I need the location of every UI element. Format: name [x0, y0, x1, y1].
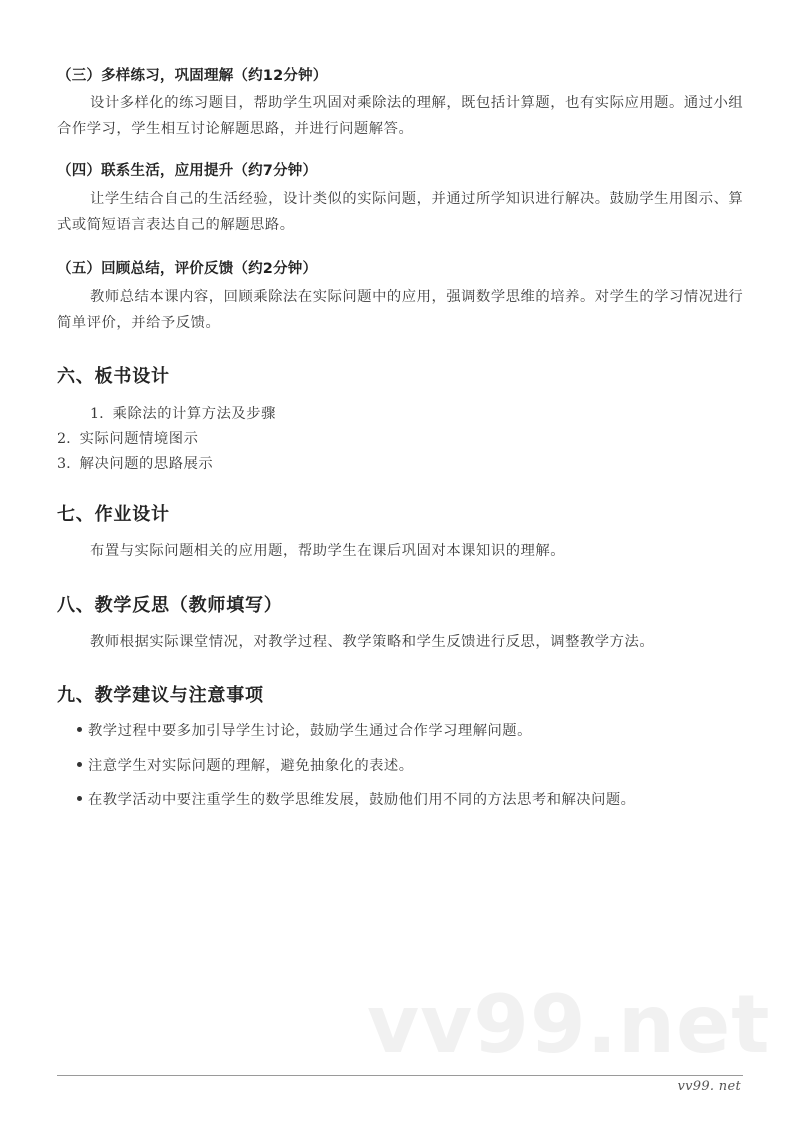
- bullet-icon: [77, 762, 82, 767]
- bullet-icon: [77, 796, 82, 801]
- step-4-body: 让学生结合自己的生活经验，设计类似的实际问题，并通过所学知识进行解决。鼓励学生用图示、算式或简短语言表达自己的解题思路。: [57, 191, 744, 233]
- watermark: vv99.net: [367, 978, 771, 1071]
- bullet-text: 在教学活动中要注重学生的数学思维发展，鼓励他们用不同的方法思考和解决问题。: [88, 792, 636, 808]
- list-text: 解决问题的思路展示: [79, 456, 214, 472]
- bullet-icon: [77, 727, 82, 732]
- suggestion-bullet: [77, 789, 635, 809]
- list-text: 乘除法的计算方法及步骤: [112, 406, 276, 422]
- footer-site-label: vv99. net: [677, 1079, 741, 1094]
- list-number: 1.: [90, 406, 104, 422]
- section-title-board-design: 六、板书设计: [57, 366, 170, 387]
- board-design-item: [90, 403, 276, 423]
- step-3-heading: （三）多样练习，巩固理解（约12分钟）: [57, 68, 328, 84]
- step-4-heading: （四）联系生活，应用提升（约7分钟）: [57, 163, 318, 179]
- section-title-reflection: 八、教学反思（教师填写）: [57, 595, 283, 616]
- list-text: 实际问题情境图示: [79, 431, 199, 447]
- section-title-suggestions: 九、教学建议与注意事项: [57, 685, 264, 706]
- section-title-homework: 七、作业设计: [57, 504, 170, 525]
- step-5-body: 教师总结本课内容，回顾乘除法在实际问题中的应用，强调数学思维的培养。对学生的学习情况进行简单评价，并给予反馈。: [57, 289, 744, 331]
- list-number: 2.: [57, 431, 71, 447]
- suggestion-bullet: [77, 720, 532, 740]
- step-3-body: 设计多样化的练习题目，帮助学生巩固对乘除法的理解，既包括计算题，也有实际应用题。通过小组合作学习，学生相互讨论解题思路，并进行问题解答。: [57, 95, 744, 137]
- board-design-item: [57, 428, 198, 448]
- board-design-item: [57, 453, 213, 473]
- bullet-text: 教学过程中要多加引导学生讨论，鼓励学生通过合作学习理解问题。: [88, 723, 532, 739]
- footer-divider: [57, 1075, 743, 1076]
- reflection-body: 教师根据实际课堂情况，对教学过程、教学策略和学生反馈进行反思，调整教学方法。: [90, 634, 655, 650]
- step-5-heading: （五）回顾总结，评价反馈（约2分钟）: [57, 261, 318, 277]
- list-number: 3.: [57, 456, 71, 472]
- bullet-text: 注意学生对实际问题的理解，避免抽象化的表述。: [88, 758, 414, 774]
- suggestion-bullet: [77, 755, 414, 775]
- homework-body: 布置与实际问题相关的应用题，帮助学生在课后巩固对本课知识的理解。: [90, 543, 566, 559]
